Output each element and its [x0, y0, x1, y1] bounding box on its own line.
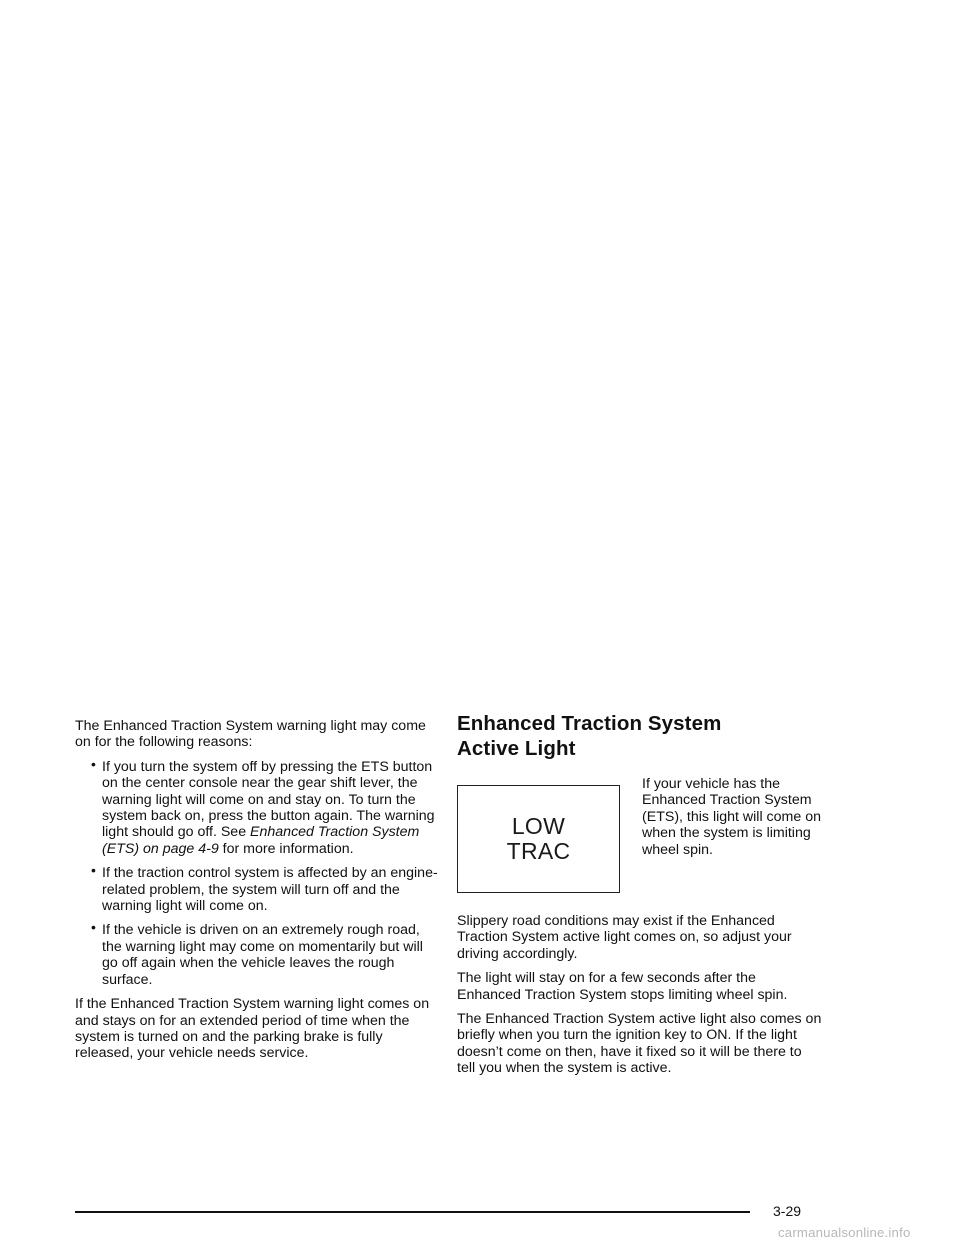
list-item [75, 755, 440, 857]
list-item [75, 919, 440, 988]
left-column [75, 718, 440, 1070]
bullet-text-after: for more information. [218, 840, 354, 857]
closing-paragraph: If the Enhanced Traction System warning light comes on and stays on for an extended period of time when the system is turned on and the parking brake is fully released, your vehicle needs service. [75, 996, 430, 1062]
cross-reference-link[interactable]: Enhanced Traction System (ETS) on page 4-9 [102, 824, 420, 857]
indicator-description: If your vehicle has the Enhanced Traction System (ETS), this light will come on when the system is limiting wheel spin. [642, 776, 821, 858]
section-heading [457, 712, 822, 761]
heading-line-1: Enhanced Traction System [457, 712, 722, 735]
low-trac-indicator-icon [457, 785, 620, 893]
indicator-row [457, 776, 822, 893]
body-paragraph: The light will stay on for a few seconds after the Enhanced Traction System stops limiting wheel spin. [457, 970, 788, 1003]
bullet-text: If the traction control system is affected by an engine-related problem, the system will turn off and the warning light will come on. [102, 865, 438, 915]
indicator-line-2: TRAC [506, 838, 571, 864]
bullet-icon: • [91, 862, 96, 879]
bullet-text: If the vehicle is driven on an extremely rough road, the warning light may come on momentarily but will go off again when the vehicle leaves the rough surface. [102, 922, 423, 988]
body-paragraph: Slippery road conditions may exist if the Enhanced Traction System active light comes on, so adjust your driving accordingly. [457, 913, 792, 962]
indicator-line-1: LOW [511, 813, 566, 839]
bullet-icon: • [91, 919, 96, 936]
right-column [457, 712, 822, 1085]
bullet-icon: • [91, 755, 96, 772]
page-number: 3-29 [773, 1203, 802, 1219]
heading-line-2: Active Light [457, 736, 576, 760]
list-item [75, 862, 440, 915]
bullet-text: If you turn the system off by pressing the ETS button on the center console near the gear shift lever, the warning light will come on and stay on. To turn the system back on, press the button again. The warning light should go off. See [102, 758, 435, 841]
reasons-list [75, 755, 440, 988]
watermark: carmanualsonline.info [778, 1225, 911, 1240]
body-paragraph: The Enhanced Traction System active light also comes on briefly when you turn the ignition key to ON. If the light doesn’t come on then, have it fixed so it will be there to tell you when the system is active. [457, 1011, 822, 1077]
footer-rule [75, 1211, 750, 1213]
intro-paragraph: The Enhanced Traction System warning light may come on for the following reasons: [75, 718, 426, 751]
